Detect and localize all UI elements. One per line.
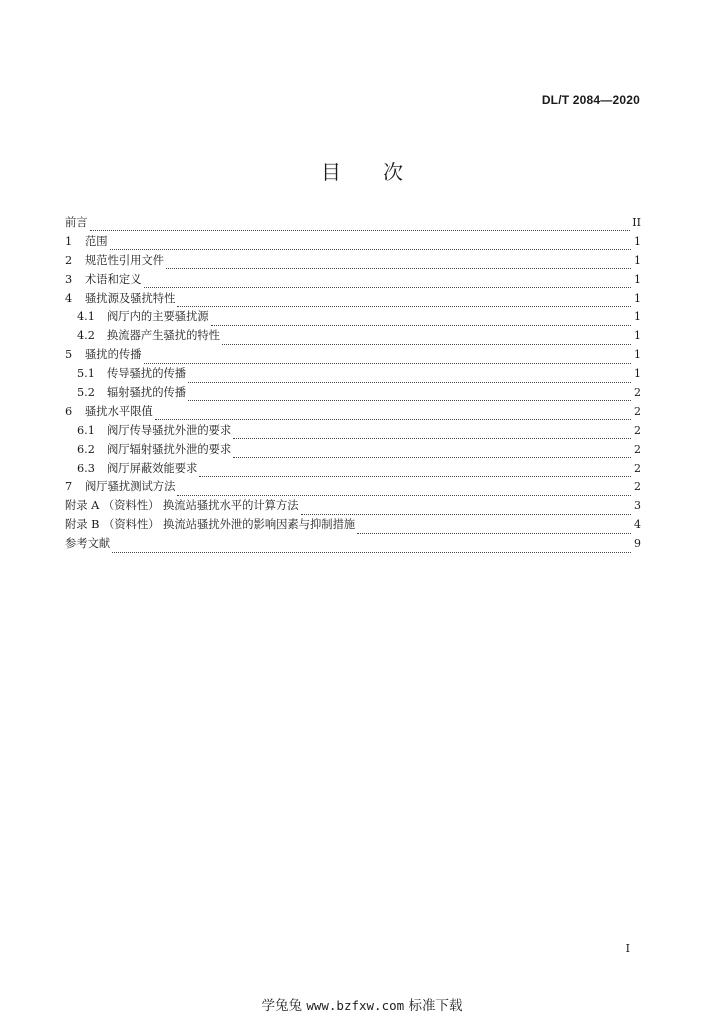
toc-entry-number: 6 [65, 404, 73, 418]
toc-entry-number: 4 [65, 291, 73, 305]
toc-entry-number: 5.1 [77, 367, 95, 381]
toc-entry-number: 5.2 [77, 386, 95, 400]
toc-entry-page: 2 [634, 480, 641, 494]
toc-entry-title: 范围 [85, 234, 108, 248]
toc-entry[interactable] [65, 403, 641, 422]
toc-entry-title: 传导骚扰的传播 [107, 367, 187, 381]
toc-entry-number: 6.2 [77, 442, 95, 456]
toc-entry-number: 6.3 [77, 461, 95, 475]
toc-entry-page: 2 [634, 404, 641, 418]
toc-entry-page: 1 [634, 310, 641, 324]
toc-dot-leader [222, 333, 631, 345]
toc-entry-page: II [632, 216, 641, 229]
toc-entry-title: 阀厅骚扰测试方法 [85, 480, 176, 494]
toc-entry[interactable] [65, 327, 641, 346]
toc-entry[interactable] [65, 460, 641, 479]
table-of-contents [65, 214, 641, 554]
toc-entry-number: 5 [65, 348, 73, 362]
toc-entry-title: 附录 A （资料性） 换流站骚扰水平的计算方法 [65, 499, 299, 513]
watermark-url[interactable]: www.bzfxw.com [306, 998, 405, 1013]
toc-entry-page: 1 [634, 272, 641, 286]
watermark [0, 994, 724, 1014]
toc-entry-page: 1 [634, 291, 641, 305]
page-number: I [625, 942, 630, 955]
toc-entry-page: 1 [634, 234, 641, 248]
toc-entry[interactable] [65, 516, 641, 535]
toc-entry[interactable] [65, 233, 641, 252]
toc-entry[interactable] [65, 346, 641, 365]
toc-entry[interactable] [65, 478, 641, 497]
toc-dot-leader [112, 541, 631, 553]
toc-dot-leader [188, 389, 631, 401]
toc-entry-page: 1 [634, 367, 641, 381]
watermark-site-name: 学兔兔 [261, 998, 303, 1014]
toc-dot-leader [233, 427, 631, 439]
toc-entry-title: 参考文献 [65, 537, 111, 551]
toc-entry-title: 骚扰的传播 [85, 348, 142, 362]
toc-entry-title: 阀厅辐射骚扰外泄的要求 [107, 442, 232, 456]
toc-dot-leader [166, 257, 631, 269]
toc-entry-title: 阀厅传导骚扰外泄的要求 [107, 423, 232, 437]
toc-entry-title: 换流器产生骚扰的特性 [107, 329, 220, 343]
toc-dot-leader [177, 484, 631, 496]
toc-entry-number: 3 [65, 272, 73, 286]
toc-entry[interactable] [65, 365, 641, 384]
toc-entry-page: 1 [634, 253, 641, 267]
toc-entry-number: 2 [65, 253, 73, 267]
toc-entry[interactable] [65, 308, 641, 327]
toc-entry-number: 4.2 [77, 329, 95, 343]
toc-entry[interactable] [65, 535, 641, 554]
toc-entry-number: 4.1 [77, 310, 95, 324]
toc-entry-number: 6.1 [77, 423, 95, 437]
toc-dot-leader [199, 465, 631, 477]
toc-dot-leader [177, 295, 631, 307]
toc-entry[interactable] [65, 252, 641, 271]
toc-entry-page: 2 [634, 386, 641, 400]
toc-entry-title: 附录 B （资料性） 换流站骚扰外泄的影响因素与抑制措施 [65, 518, 356, 532]
toc-dot-leader [144, 276, 632, 288]
toc-entry-title: 术语和定义 [85, 272, 142, 286]
toc-entry[interactable] [65, 214, 641, 233]
toc-entry-page: 1 [634, 329, 641, 343]
page-title: 目次 [321, 160, 445, 184]
toc-entry-page: 4 [634, 518, 641, 532]
watermark-tagline: 标准下载 [408, 998, 463, 1014]
toc-dot-leader [301, 503, 631, 515]
toc-entry-title: 辐射骚扰的传播 [107, 386, 187, 400]
toc-dot-leader [211, 314, 631, 326]
toc-entry[interactable] [65, 441, 641, 460]
toc-entry[interactable] [65, 384, 641, 403]
toc-entry-title: 阀厅屏蔽效能要求 [107, 461, 198, 475]
toc-entry-page: 3 [634, 499, 641, 513]
toc-dot-leader [110, 238, 631, 250]
toc-entry-page: 2 [634, 423, 641, 437]
toc-entry[interactable] [65, 497, 641, 516]
document-code: DL/T 2084—2020 [541, 93, 640, 107]
toc-entry-title: 前言 [65, 216, 88, 229]
toc-dot-leader [233, 446, 631, 458]
toc-entry[interactable] [65, 271, 641, 290]
toc-entry-title: 骚扰源及骚扰特性 [85, 291, 176, 305]
toc-entry-number: 7 [65, 480, 73, 494]
toc-dot-leader [90, 219, 631, 231]
toc-dot-leader [155, 408, 631, 420]
toc-entry-page: 2 [634, 461, 641, 475]
toc-entry-page: 1 [634, 348, 641, 362]
toc-entry-title: 规范性引用文件 [85, 253, 165, 267]
toc-entry-title: 骚扰水平限值 [85, 404, 153, 418]
toc-entry[interactable] [65, 290, 641, 309]
toc-entry-number: 1 [65, 234, 73, 248]
toc-entry-page: 9 [634, 537, 641, 551]
toc-entry-page: 2 [634, 442, 641, 456]
toc-entry[interactable] [65, 422, 641, 441]
toc-dot-leader [144, 352, 632, 364]
toc-entry-title: 阀厅内的主要骚扰源 [107, 310, 209, 324]
toc-dot-leader [357, 522, 631, 534]
toc-dot-leader [188, 371, 631, 383]
